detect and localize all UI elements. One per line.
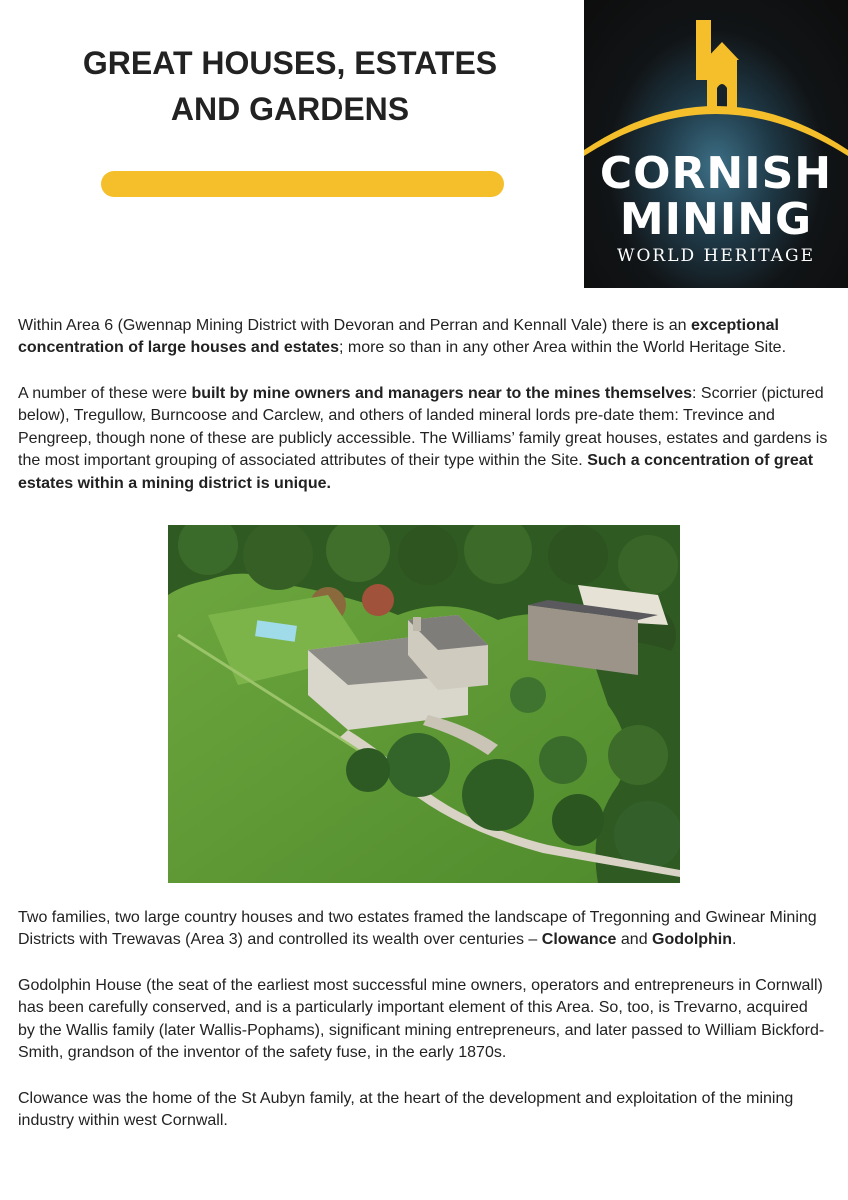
p1-text-2: ; more so than in any other Area within the World Heritage Site. xyxy=(338,339,787,357)
p1-text-1: Within Area 6 (Gwennap Mining District with Devoran and Perran and Kennall Vale) there is an xyxy=(18,317,691,334)
paragraph-two-families xyxy=(18,907,828,952)
title-underline-bar xyxy=(101,171,504,197)
title-line-2: AND GARDENS xyxy=(170,91,410,127)
p2-text-2: : Scorrier (pictured below), Tregullow, Burncoose and Carclew, and others of landed mineral lords pre-date them: Trevince and Pengreep, though none of these are publicly accessible. The Williams’ family great houses, estates and gardens is the most important grouping of associated attributes of their type within the Site. xyxy=(18,385,828,470)
p3-bold-clowance: Clowance xyxy=(541,931,617,949)
logo-text-cornish: CORNISH xyxy=(599,148,833,199)
p3-text-2: and xyxy=(616,931,653,949)
p2-bold-1: built by mine owners and managers near to the mines themselves xyxy=(191,385,693,402)
paragraph-mine-owners xyxy=(18,383,828,495)
cornish-mining-logo xyxy=(584,0,848,288)
p5-text-1: Clowance was the home of the St Aubyn family, at the heart of the development and exploitation of the mining industry within west Cornwall. xyxy=(18,1090,794,1130)
logo-text-world-heritage: WORLD HERITAGE xyxy=(617,246,815,266)
p3-text-3: . xyxy=(732,931,737,949)
p2-text-1: A number of these were xyxy=(18,385,192,402)
p3-text-1: Two families, two large country houses and two estates framed the landscape of Tregonning and Gwinear Mining Districts with Trewavas (Area 3) and controlled its wealth over centuries – xyxy=(18,909,817,949)
paragraph-area-6 xyxy=(18,315,828,360)
p3-bold-godolphin: Godolphin xyxy=(652,931,733,949)
p2-bold-2: Such a concentration of great estates within a mining district is unique. xyxy=(18,452,814,492)
scorrier-house-aerial-photo xyxy=(168,525,680,883)
logo-text-mining: MINING xyxy=(619,194,813,245)
paragraph-godolphin-house xyxy=(18,975,828,1065)
p1-bold-1: exceptional concentration of large houses and estates xyxy=(18,317,779,357)
paragraph-clowance xyxy=(18,1088,828,1133)
page-title xyxy=(40,40,540,132)
title-line-1: GREAT HOUSES, ESTATES xyxy=(82,45,498,81)
p4-text-1: Godolphin House (the seat of the earliest most successful mine owners, operators and entrepreneurs in Cornwall) has been carefully conserved, and is a particularly important element of this Area. So, too, is Trevarno, acquired by the Wallis family (later Wallis-Pophams), significant mining entrepreneurs, and later passed to William Bickford-Smith, grandson of the inventor of the safety fuse, in the early 1870s. xyxy=(18,977,825,1062)
engine-house-window xyxy=(717,84,727,108)
